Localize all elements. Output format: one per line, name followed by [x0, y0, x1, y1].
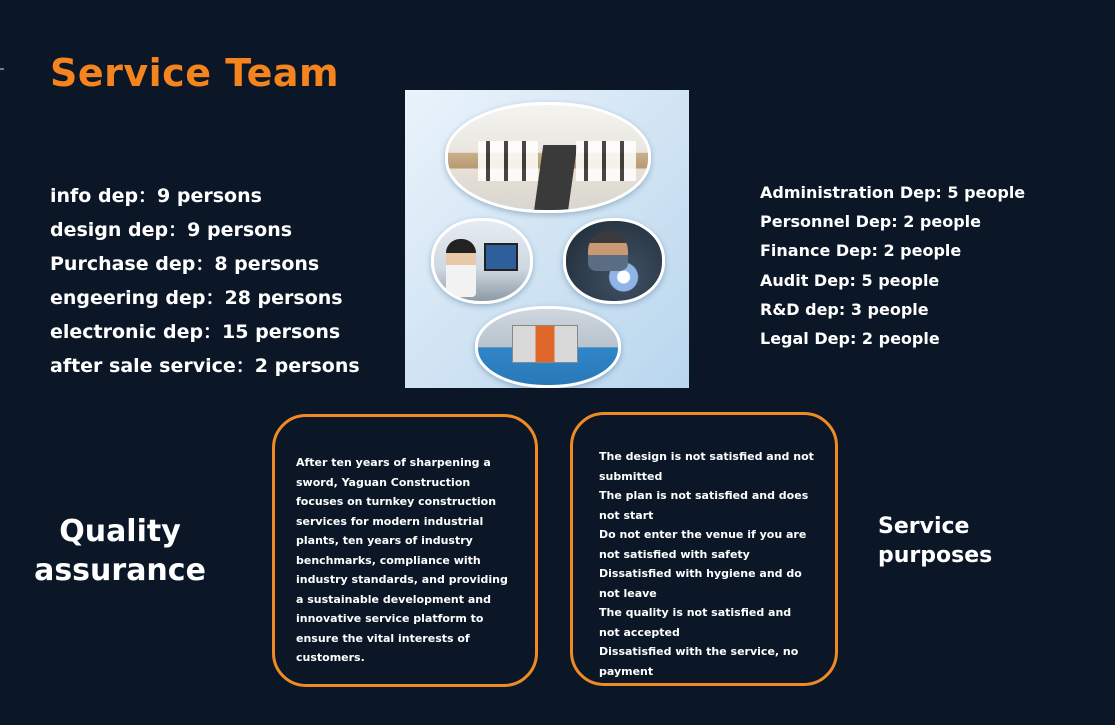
- service-purposes-label: [878, 512, 992, 570]
- people-right-decor: [576, 141, 636, 181]
- department-item: info dep：9 persons: [50, 185, 262, 207]
- people-left-decor: [478, 141, 538, 181]
- department-item: Audit Dep: 5 people: [760, 270, 940, 290]
- department-item: engeering dep：28 persons: [50, 287, 343, 309]
- purpose-item: The design is not satisfied and not submitted: [599, 450, 814, 483]
- purpose-list: [599, 447, 815, 681]
- quality-label-line2: assurance: [34, 553, 206, 588]
- quality-assurance-label: [20, 512, 220, 590]
- monitor-decor: [484, 243, 518, 271]
- department-item: R&D dep: 3 people: [760, 299, 929, 319]
- purpose-item: Do not enter the venue if you are not satisfied with safety: [599, 528, 807, 561]
- edge-mark: [0, 68, 4, 70]
- worker-figure: [446, 239, 476, 297]
- meeting-room-photo: [445, 102, 651, 213]
- department-list-right: [760, 181, 1025, 356]
- welding-worker-photo: [563, 218, 665, 304]
- production-machine-photo: [475, 306, 621, 388]
- team-photo-collage: [405, 90, 689, 388]
- department-item: after sale service：2 persons: [50, 355, 360, 377]
- department-list-left: [50, 182, 360, 386]
- purpose-label-line2: purposes: [878, 543, 993, 568]
- department-item: Finance Dep: 2 people: [760, 241, 962, 261]
- welder-figure: [588, 231, 628, 271]
- purpose-item: The plan is not satisfied and does not start: [599, 489, 809, 522]
- purpose-label-line1: Service: [878, 514, 970, 539]
- page-title: Service Team: [50, 51, 340, 95]
- department-item: design dep：9 persons: [50, 219, 293, 241]
- department-item: Personnel Dep: 2 people: [760, 212, 982, 232]
- purpose-item: Dissatisfied with hygiene and do not leave: [599, 567, 802, 600]
- service-purposes-box: [570, 412, 838, 686]
- department-item: Administration Dep: 5 people: [760, 183, 1026, 202]
- quality-label-line1: Quality: [59, 514, 181, 549]
- purpose-item: Dissatisfied with the service, no payment: [599, 645, 799, 678]
- department-item: Legal Dep: 2 people: [760, 328, 940, 348]
- quality-assurance-box: [272, 414, 538, 687]
- machine-body-decor: [512, 325, 578, 363]
- conference-table-decor: [533, 145, 578, 213]
- department-item: electronic dep：15 persons: [50, 321, 341, 343]
- office-worker-photo: [431, 218, 533, 304]
- quality-description: After ten years of sharpening a sword, Yaguan Construction focuses on turnkey construction services for modern industrial plants, ten years of industry benchmarks, compliance with industry standards, and providing a sustainable development and innovative service platform to ensure the vital interests of customers.: [296, 456, 508, 664]
- purpose-item: The quality is not satisfied and not accepted: [599, 606, 792, 639]
- department-item: Purchase dep：8 persons: [50, 253, 320, 275]
